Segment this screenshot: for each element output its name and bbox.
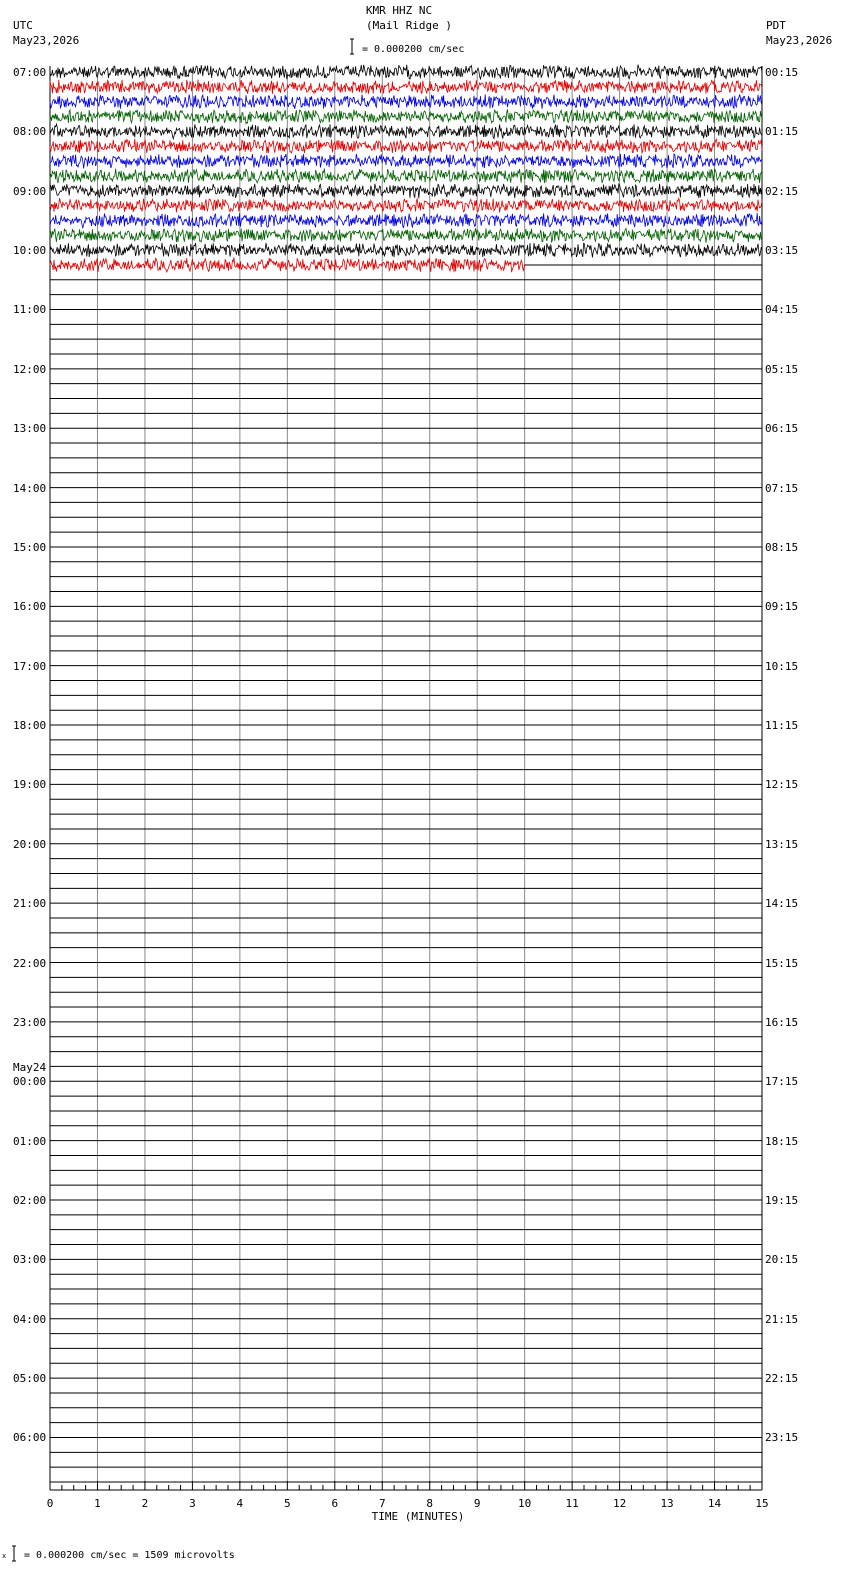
- seismic-trace: [50, 169, 762, 184]
- utc-hour-label: 04:00: [13, 1312, 47, 1326]
- pdt-hour-label: 10:15: [765, 659, 799, 673]
- seismic-trace: [50, 94, 762, 109]
- pdt-hour-label: 19:15: [765, 1194, 799, 1207]
- utc-hour-label: 23:00: [13, 1015, 47, 1029]
- utc-hour-label: 08:00: [13, 125, 47, 139]
- utc-hour-label: 05:00: [13, 1372, 47, 1386]
- pdt-date-label: May23,2026: [766, 34, 833, 47]
- pdt-hour-label: 23:15: [765, 1431, 799, 1445]
- seismic-trace: [50, 139, 762, 153]
- pdt-hour-label: 20:15: [765, 1253, 799, 1267]
- seismic-trace: [50, 198, 762, 212]
- utc-hour-label: 20:00: [13, 837, 47, 851]
- x-tick-label: 14: [707, 1497, 722, 1510]
- pdt-hour-label: 09:15: [765, 600, 799, 614]
- x-tick-label: 13: [660, 1497, 674, 1510]
- seismic-trace: [50, 124, 762, 139]
- x-tick-label: 7: [378, 1497, 386, 1510]
- pdt-hour-label: 07:15: [765, 481, 799, 495]
- seismic-trace: [50, 110, 762, 124]
- utc-hour-label: 12:00: [13, 362, 47, 376]
- utc-hour-label: 19:00: [13, 778, 47, 792]
- seismic-trace: [50, 243, 762, 258]
- utc-hour-label: 01:00: [13, 1134, 47, 1148]
- utc-hour-label: 14:00: [13, 481, 47, 495]
- x-tick-label: 10: [518, 1497, 532, 1510]
- utc-hour-label: 10:00: [13, 244, 47, 258]
- pdt-hour-label: 08:15: [765, 540, 799, 554]
- pdt-hour-label: 05:15: [765, 362, 799, 376]
- utc-hour-label: 11:00: [13, 303, 47, 317]
- x-tick-label: 3: [189, 1497, 196, 1510]
- x-tick-label: 11: [565, 1497, 579, 1510]
- x-tick-label: 0: [46, 1497, 54, 1510]
- utc-hour-label: 16:00: [13, 600, 47, 614]
- pdt-hour-label: 06:15: [765, 422, 799, 436]
- pdt-hour-label: 12:15: [765, 778, 799, 792]
- utc-hour-label: 06:00: [13, 1431, 47, 1445]
- pdt-hour-label: 18:15: [765, 1134, 799, 1148]
- utc-hour-label: 02:00: [13, 1194, 47, 1207]
- x-tick-label: 1: [94, 1497, 101, 1510]
- utc-hour-label: 22:00: [13, 956, 47, 970]
- station-location: (Mail Ridge ): [365, 19, 453, 32]
- utc-date-label: May23,2026: [13, 34, 80, 47]
- pdt-hour-label: 04:15: [765, 303, 799, 317]
- seismic-trace: [50, 213, 762, 228]
- pdt-hour-label: 21:15: [765, 1312, 799, 1326]
- pdt-hour-label: 11:15: [765, 719, 799, 733]
- seismic-trace: [50, 65, 762, 80]
- utc-hour-label: 13:00: [13, 422, 47, 436]
- pdt-hour-label: 14:15: [765, 897, 799, 911]
- pdt-hour-label: 22:15: [765, 1372, 799, 1386]
- date-change-label: May24: [13, 1061, 47, 1075]
- station-title: KMR HHZ NC: [365, 4, 433, 17]
- pdt-zone-label: PDT: [766, 19, 786, 32]
- seismic-trace: [50, 228, 762, 242]
- calibration-label: = 0.000200 cm/sec = 1509 microvolts: [24, 1550, 235, 1561]
- utc-hour-label: 15:00: [13, 540, 47, 554]
- pdt-hour-label: 17:15: [765, 1075, 799, 1089]
- x-tick-label: 12: [612, 1497, 627, 1510]
- utc-hour-label: 07:00: [13, 66, 47, 79]
- utc-hour-label: 03:00: [13, 1253, 47, 1267]
- pdt-hour-label: 03:15: [765, 244, 799, 258]
- x-tick-label: 15: [755, 1497, 769, 1510]
- pdt-hour-label: 13:15: [765, 837, 799, 851]
- pdt-hour-label: 00:15: [765, 66, 799, 79]
- x-axis-label: TIME (MINUTES): [371, 1510, 465, 1523]
- x-tick-label: 9: [473, 1497, 481, 1510]
- seismic-trace: [50, 154, 762, 169]
- pdt-hour-label: 01:15: [765, 125, 799, 139]
- utc-zone-label: UTC: [13, 19, 33, 32]
- pdt-hour-label: 16:15: [765, 1015, 799, 1029]
- calibration-bar-tail: x: [2, 1552, 7, 1560]
- seismic-trace: [50, 80, 762, 94]
- pdt-hour-label: 02:15: [765, 184, 799, 198]
- x-tick-label: 4: [236, 1497, 244, 1510]
- utc-hour-label: 21:00: [13, 897, 47, 911]
- seismic-trace: [50, 184, 762, 198]
- utc-hour-label: 17:00: [13, 659, 47, 673]
- scale-label: = 0.000200 cm/sec: [362, 44, 465, 55]
- utc-hour-label: 18:00: [13, 719, 47, 733]
- x-tick-label: 5: [284, 1497, 291, 1510]
- x-tick-label: 2: [141, 1497, 149, 1510]
- pdt-hour-label: 15:15: [765, 956, 799, 970]
- utc-hour-label: 09:00: [13, 184, 47, 198]
- x-tick-label: 6: [331, 1497, 339, 1510]
- x-tick-label: 8: [426, 1497, 434, 1510]
- utc-hour-label: 00:00: [13, 1075, 47, 1089]
